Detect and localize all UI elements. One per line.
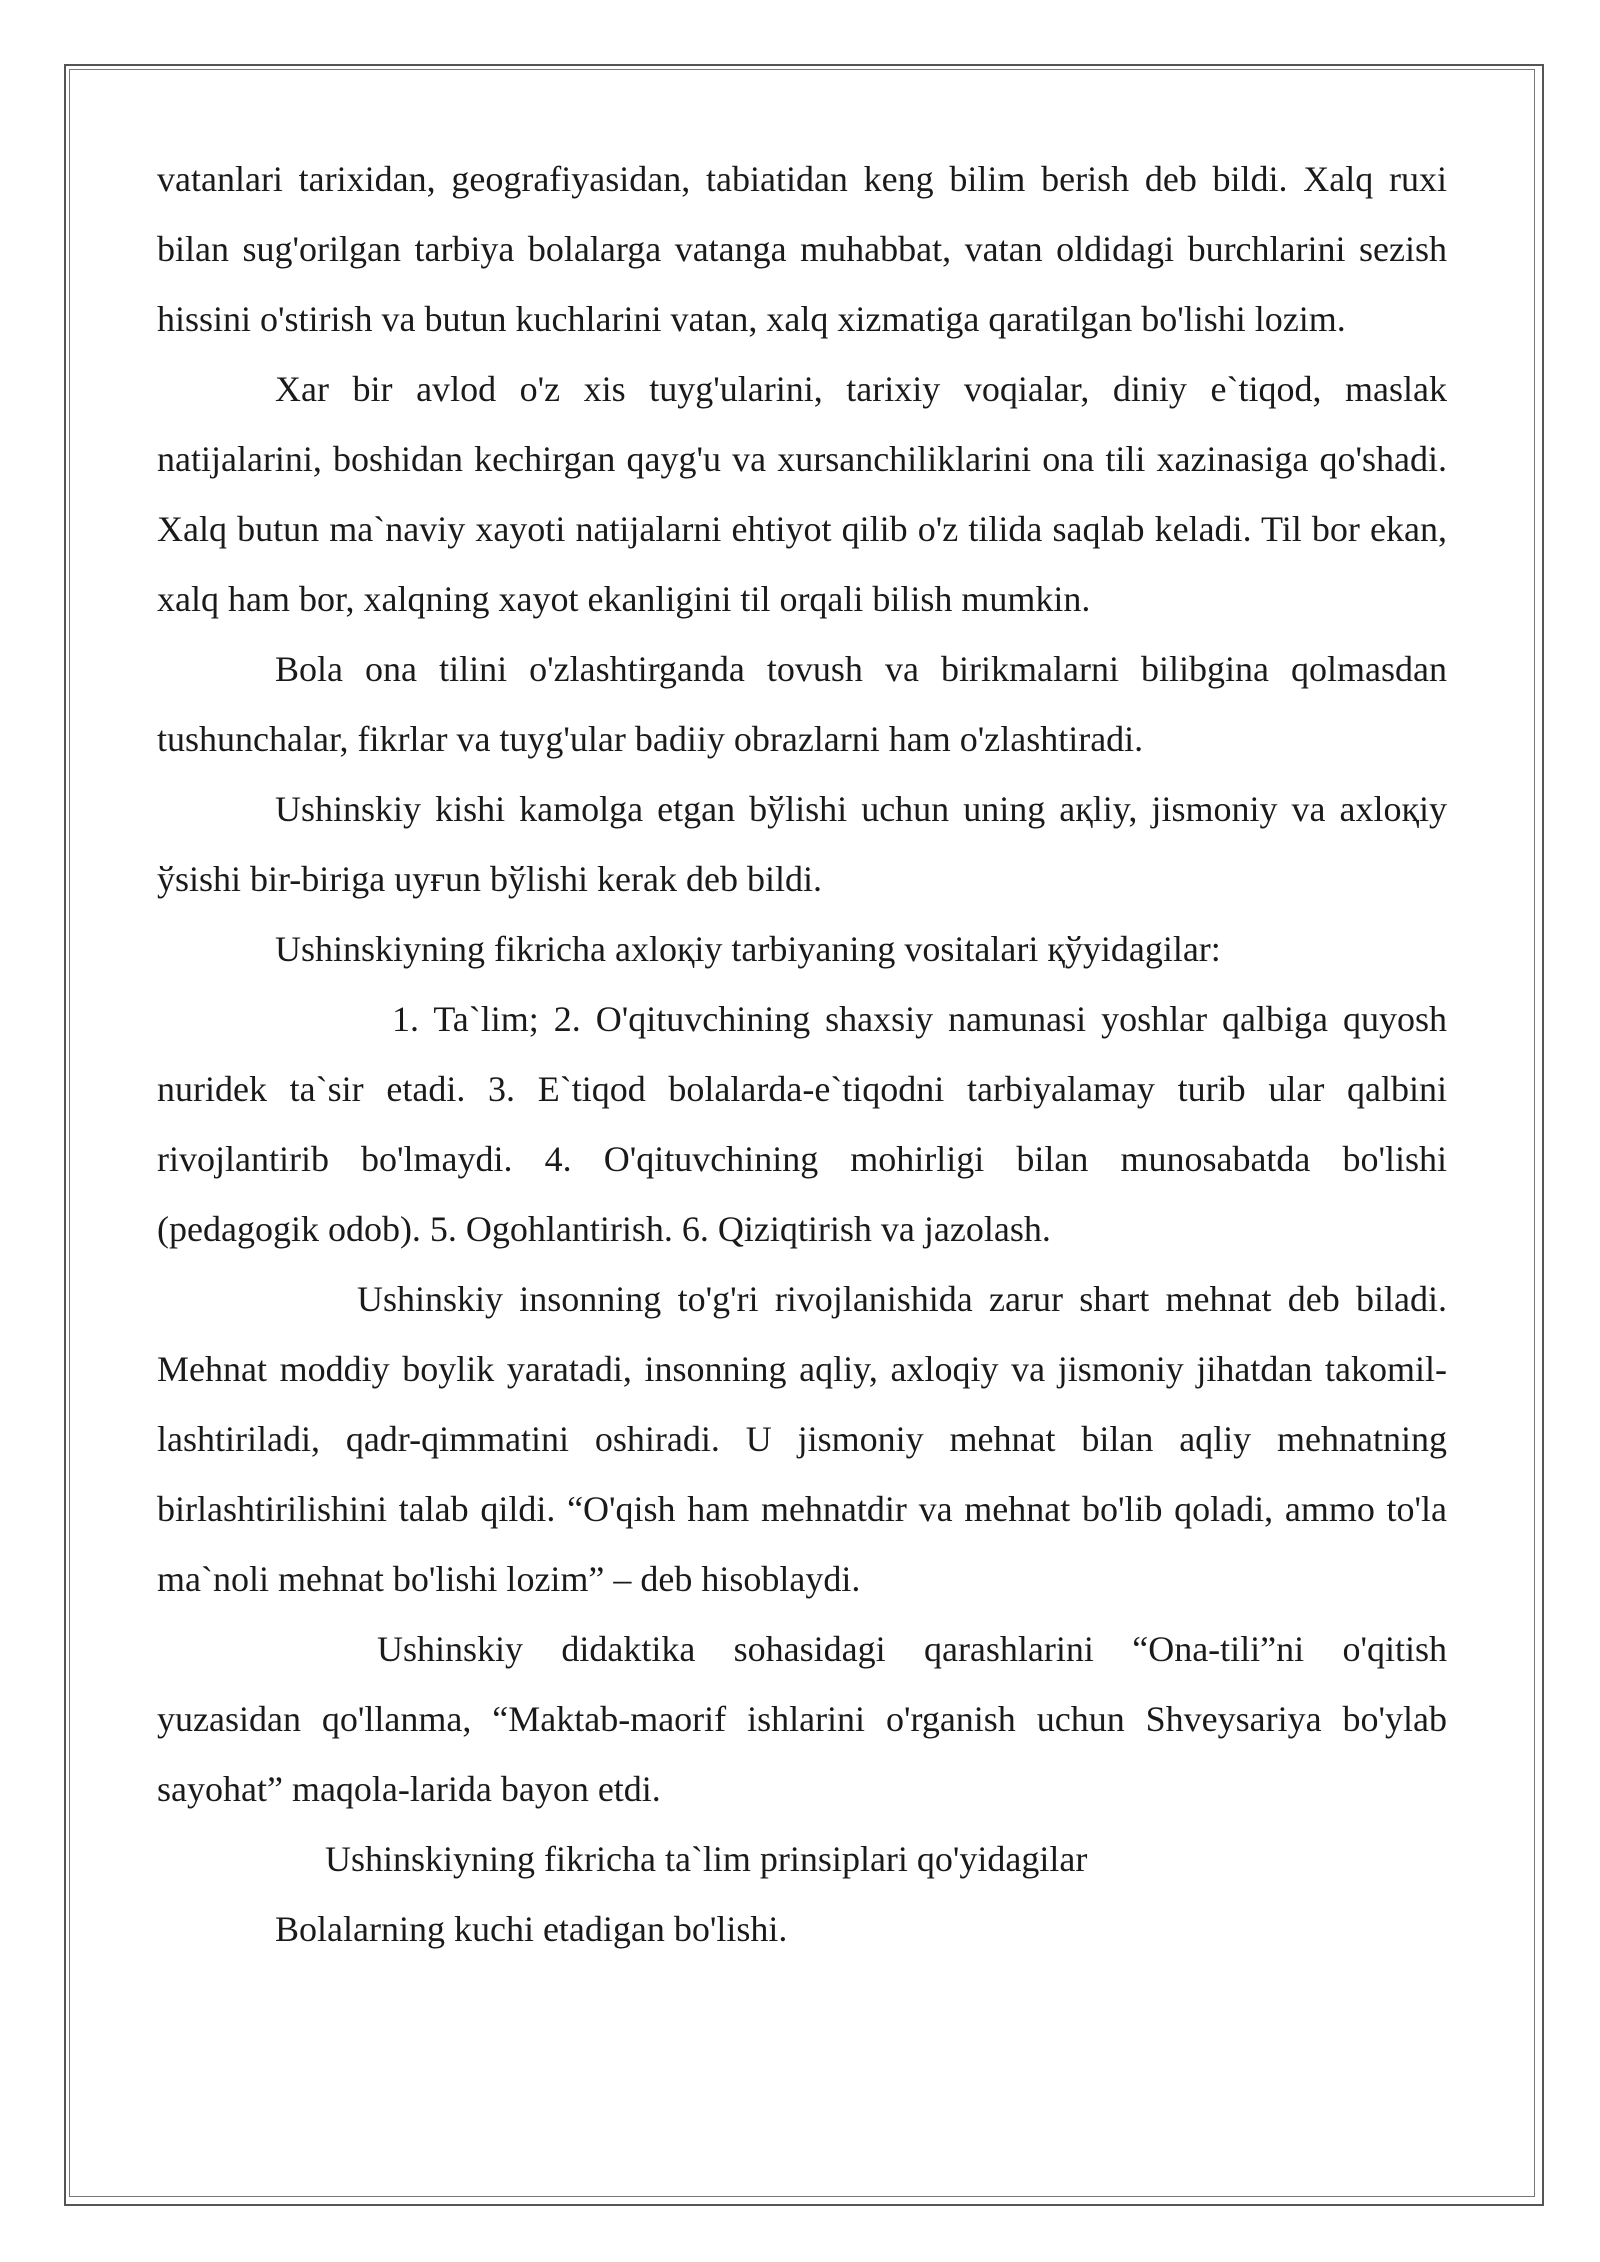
paragraph-10: Bolalarning kuchi etadigan bo'lishi. <box>275 1909 788 1949</box>
paragraph-2: Xar bir avlod o'z xis tuyg'ularini, tarixiy voqialar, diniy e`tiqod, maslak natijalarini, boshidan kechirgan qayg'u va xursanchiliklarini ona tili xazinasiga qo'shadi. Xalq butun ma`naviy xayoti natijalarni ehtiyot qilib o'z tilida saqlab keladi. Til bor ekan, xalq ham bor, xalqning xayot ekanligini til orqali bilish mumkin. <box>157 369 1447 619</box>
paragraph-7: Ushinskiy insonning to'g'ri rivojlanishida zarur shart mehnat deb biladi. Mehnat moddiy boylik yaratadi, insonning aqliy, axloqiy va jismoniy jihatdan takomil-lashtiriladi, qadr-qimmatini oshiradi. U jismoniy mehnat bilan aqliy mehnatning birlashtirilishini talab qildi. “O'qish ham mehnatdir va mehnat bo'lib qoladi, ammo to'la ma`noli mehnat bo'lishi lozim” – deb hisoblaydi. <box>157 1279 1447 1599</box>
paragraph-1: vatanlari tarixidan, geografiyasidan, tabiatidan keng bilim berish deb bildi. Xalq ruxi bilan sug'orilgan tarbiya bolalarga vatanga muhabbat, vatan oldidagi burchlarini sezish hissini o'stirish va butun kuchlarini vatan, xalq xizmatiga qaratilgan bo'lishi lozim. <box>157 159 1447 339</box>
document-page <box>157 144 1447 1964</box>
paragraph-6-list: 1. Ta`lim; 2. O'qituvchining shaxsiy namunasi yoshlar qalbiga quyosh nuridek ta`sir etadi. 3. E`tiqod bolalarda-e`tiqodni tarbiyalamay turib ular qalbini rivojlantirib bo'lmaydi. 4. O'qituvchining mohirligi bilan munosabatda bo'lishi (pedagogik odob). 5. Ogohlantirish. 6. Qiziqtirish va jazolash. <box>157 999 1447 1249</box>
paragraph-3: Bola ona tilini o'zlashtirganda tovush va birikmalarni bilibgina qolmasdan tushunchalar, fikrlar va tuyg'ular badiiy obrazlarni ham o'zlashtiradi. <box>157 649 1447 759</box>
paragraph-4: Ushinskiy kishi kamolga etgan bўlishi uchun uning aқliy, jismoniy va axloқiy ўsishi bir-biriga uyғun bўlishi kerak deb bildi. <box>157 789 1447 899</box>
paragraph-9: Ushinskiyning fikricha ta`lim prinsiplari qo'yidagilar <box>325 1839 1088 1879</box>
paragraph-8: Ushinskiy didaktika sohasidagi qarashlarini “Ona-tili”ni o'qitish yuzasidan qo'llanma, “Maktab-maorif ishlarini o'rganish uchun Shveysariya bo'ylab sayohat” maqola-larida bayon etdi. <box>157 1629 1447 1809</box>
paragraph-5: Ushinskiyning fikricha axloқiy tarbiyaning vositalari қўyidagilar: <box>275 929 1221 969</box>
